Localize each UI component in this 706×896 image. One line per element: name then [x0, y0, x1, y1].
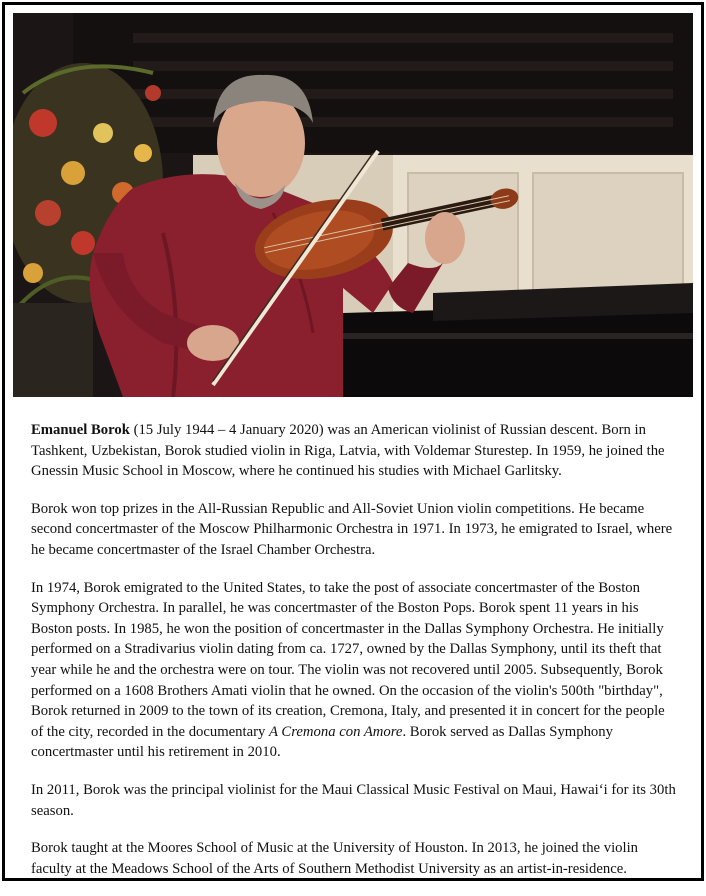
paragraph-intro-text: (15 July 1944 – 4 January 2020) was an American violinist of Russian descent. Born in Tashkent, Uzbekistan, Borok studied violin in Riga, Latvia, with Voldemar Sturestep. In 1959, he joined the Gnessin Music School in Moscow, where he continued his studies with Michael Garlitsky.	[31, 422, 665, 480]
article-body	[31, 420, 679, 896]
subject-name: Emanuel Borok	[31, 422, 130, 438]
paragraph-us-career-text: In 1974, Borok emigrated to the United States, to take the post of associate concertmaster of the Boston Symphony Orchestra. In parallel, he was concertmaster of the Boston Pops. Borok spent 11 years in his Boston posts. In 1985, he won the position of concertmaster in the Dallas Symphony Orchestra. He initially performed on a Stradivarius violin dating from ca. 1727, owned by the Dallas Symphony, until its theft that year while he and the orchestra were on tour. The violin was not recovered until 2005. Subsequently, Borok performed on a 1608 Brothers Amati violin that he owned. On the occasion of the violin's 500th "birthday", Borok returned in 2009 to the town of its creation, Cremona, Italy, and presented it in concert for the people of the city, recorded in the documentary	[31, 579, 665, 740]
paragraph-intro	[31, 420, 679, 482]
page-frame	[2, 2, 704, 881]
paragraph-maui: In 2011, Borok was the principal violinist for the Maui Classical Music Festival on Maui, Hawaiʻi for its 30th season.	[31, 781, 676, 819]
documentary-title: A Cremona con Amore	[269, 723, 403, 740]
paragraph-teaching: Borok taught at the Moores School of Music at the University of Houston. In 2013, he joined the violin faculty at the Meadows School of the Arts of Southern Methodist University as an artist-in-residence.	[31, 840, 638, 877]
violinist-photo	[13, 13, 693, 397]
paragraph-us-career-end: . Borok served as Dallas Symphony concertmaster until his retirement in 2010.	[31, 723, 613, 761]
paragraph-us-career	[31, 578, 679, 763]
paragraph-early-career: Borok won top prizes in the All-Russian Republic and All-Soviet Union violin competitions. He became second concertmaster of the Moscow Philharmonic Orchestra in 1971. In 1973, he emigrated to Israel, where he became concertmaster of the Israel Chamber Orchestra.	[31, 500, 673, 558]
